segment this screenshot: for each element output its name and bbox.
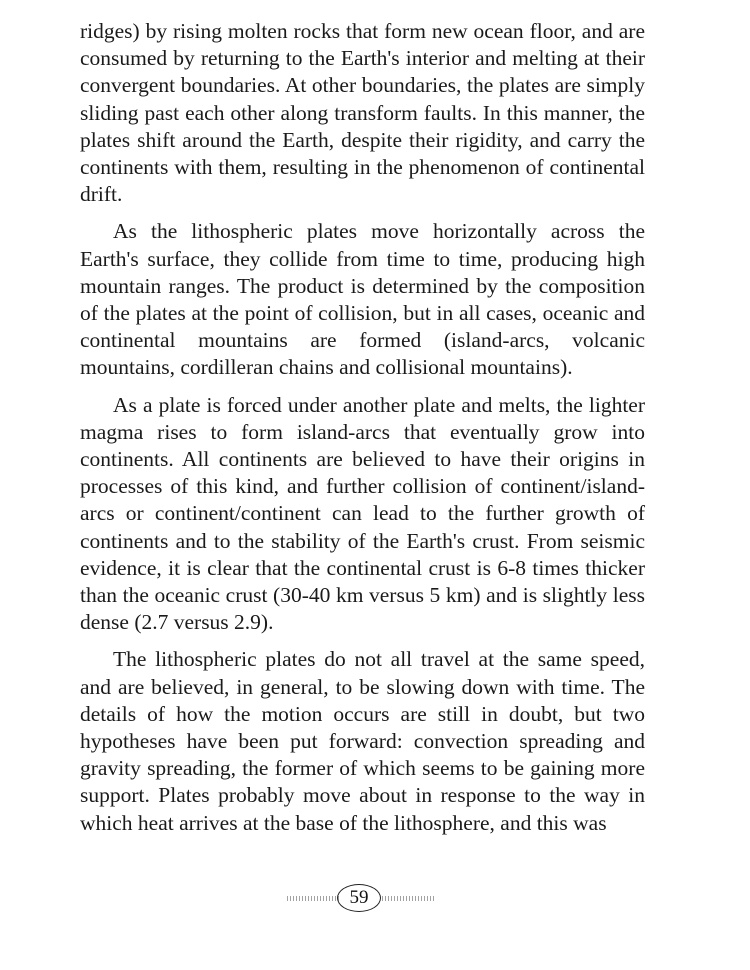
page-number: 59 (337, 884, 381, 912)
paragraph-1: ridges) by rising molten rocks that form new ocean floor, and are consumed by returning to the Earth's interior and melting at their convergent boundaries. At other boundaries, the plates are simply sliding past each other along transform faults. In this manner, the plates shift around the Earth, despite their rigidity, and carry the continents with them, resulting in the phenomenon of continental drift. (80, 19, 645, 207)
paragraph-4: The lithospheric plates do not all travel at the same speed, and are believed, in general, to be slowing down with time. The details of how the motion occurs are still in doubt, but two hypotheses have been put forward: convection spreading and gravity spreading, the former of which seems to be gaining more support. Plates probably move about in response to the way in which heat arrives at the base of the lithosphere, and this was (80, 647, 645, 835)
page-body (80, 18, 645, 837)
footer-ornament-left (287, 896, 339, 901)
paragraph-3: As a plate is forced under another plate and melts, the lighter magma rises to form island-arcs that eventually grow into continents. All continents are believed to have their origins in processes of this kind, and further collision of continent/island-arcs or continent/continent can lead to the further growth of continents and to the stability of the Earth's crust. From seismic evidence, it is clear that the continental crust is 6-8 times thicker than the oceanic crust (30-40 km versus 5 km) and is slightly less dense (2.7 versus 2.9). (80, 392, 645, 635)
footer-ornament-right (382, 896, 434, 901)
page-footer (0, 884, 750, 916)
paragraph-2: As the lithospheric plates move horizontally across the Earth's surface, they collide from time to time, producing high mountain ranges. The product is determined by the composition of the plates at the point of collision, but in all cases, oceanic and continental mountains are formed (island-arcs, volcanic mountains, cordilleran chains and collisional mountains). (80, 219, 645, 380)
